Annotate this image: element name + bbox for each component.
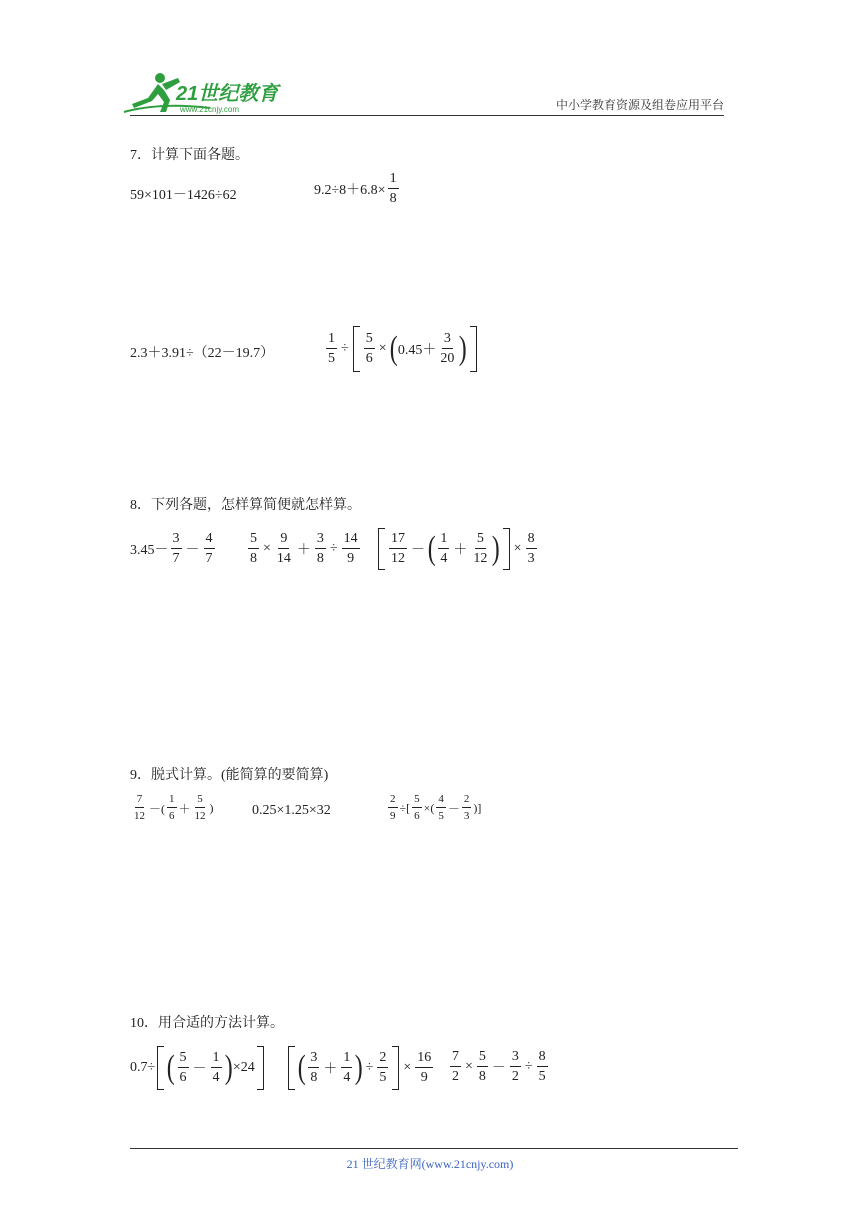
q9-expr-1: $\frac{7}{12}$ －( $\frac{1}{6}$ ＋ $\frac{5}{12}$ ) xyxy=(134,793,214,822)
fraction: $\frac{7}{12}$ xyxy=(134,793,145,822)
fraction: $\frac{4}{5}$ xyxy=(438,793,444,822)
fraction: $\frac{8}{3}$ xyxy=(527,531,535,566)
q10-expr-2: ( $\frac{3}{8}$ ＋ $\frac{1}{4}$ ) ÷ $\frac{2}{5}$ × $\frac{16}{9}$ xyxy=(286,1046,435,1090)
fraction: $\frac{5}{6}$ xyxy=(414,793,420,822)
q7-expr-3 xyxy=(130,342,274,362)
q9-expr-2: 0.25×1.25×32 xyxy=(252,803,331,818)
q7-expr-4: $\frac{1}{5}$ ÷ $\frac{5}{6}$ × ( 0.45＋ $\frac{3}{20}$ ) xyxy=(324,326,479,372)
fraction: $\frac{1}{4}$ xyxy=(343,1050,351,1085)
logo-text: 21世纪教育 xyxy=(176,83,279,105)
q7-expr-2 xyxy=(314,172,401,206)
fraction: $\frac{5}{6}$ xyxy=(179,1050,187,1085)
fraction: $\frac{3}{20}$ xyxy=(440,331,455,366)
q8-expr-1: 3.45－ $\frac{3}{7}$ － $\frac{4}{7}$ xyxy=(130,531,213,566)
fraction: $\frac{9}{14}$ xyxy=(276,531,291,566)
header-divider xyxy=(130,115,724,116)
fraction: $\frac{5}{8}$ xyxy=(250,531,257,566)
q8-expr-2: $\frac{5}{8}$ × $\frac{9}{14}$ ＋ $\frac{3}{8}$ ÷ $\frac{14}{9}$ xyxy=(250,531,358,566)
fraction: $\frac{2}{5}$ xyxy=(379,1050,387,1085)
q10-expr-3: $\frac{7}{2}$ × $\frac{5}{8}$ － $\frac{3}{2}$ ÷ $\frac{8}{5}$ xyxy=(452,1049,546,1084)
fraction: $\frac{1}{4}$ xyxy=(440,531,448,566)
fraction: $\frac{5}{6}$ xyxy=(365,331,373,366)
q9-title: 9．脱式计算。(能简算的要简算) xyxy=(130,768,329,783)
q9-expr-3: $\frac{2}{9}$ ÷[ $\frac{5}{6}$ ×( $\frac{4}{5}$ － $\frac{2}{3}$ )] xyxy=(390,793,482,822)
fraction: $\frac{3}{8}$ xyxy=(316,531,324,566)
header-platform-text: 中小学教育资源及组卷应用平台 xyxy=(555,98,724,112)
fraction: $\frac{3}{8}$ xyxy=(310,1050,318,1085)
fraction: $\frac{5}{12}$ xyxy=(473,531,488,566)
q10-title: 10．用合适的方法计算。 xyxy=(130,1016,284,1031)
logo-url: www.21cnjy.com xyxy=(180,105,239,114)
q7-title: 7．计算下面各题。 xyxy=(130,148,249,163)
fraction: $\frac{16}{9}$ xyxy=(417,1050,432,1085)
fraction: $\frac{1}{6}$ xyxy=(169,793,175,822)
fraction: $\frac{7}{2}$ xyxy=(452,1049,459,1084)
site-logo xyxy=(120,68,290,116)
fraction: $\frac{3}{7}$ xyxy=(172,531,180,566)
fraction: $\frac{17}{12}$ xyxy=(391,531,405,566)
q8-title: 8．下列各题，怎样算简便就怎样算。 xyxy=(130,498,361,513)
fraction: $\frac{1}{4}$ xyxy=(212,1050,220,1085)
fraction: $\frac{5}{8}$ xyxy=(478,1049,486,1084)
fraction: $\frac{3}{2}$ xyxy=(511,1049,519,1084)
expr-text: 2.3＋3.91÷（22－19.7） xyxy=(130,346,275,361)
fraction: $\frac{2}{3}$ xyxy=(463,793,470,822)
fraction: $\frac{5}{12}$ xyxy=(194,793,206,822)
expr-text: 9.2÷8＋6.8× xyxy=(314,183,386,198)
fraction: $\frac{8}{5}$ xyxy=(538,1049,546,1084)
q10-expr-1: 0.7÷ ( $\frac{5}{6}$ － $\frac{1}{4}$ ) ×24 xyxy=(130,1046,266,1090)
q7-expr-1 xyxy=(130,184,237,204)
fraction: $\frac{14}{9}$ xyxy=(343,531,358,566)
fraction: $\frac{2}{9}$ xyxy=(390,793,396,822)
q8-expr-3: $\frac{17}{12}$ － ( $\frac{1}{4}$ ＋ $\frac{5}{12}$ ) × $\frac{8}{3}$ xyxy=(376,528,539,570)
fraction: $\frac{4}{7}$ xyxy=(205,531,213,566)
footer-link[interactable]: 21 世纪教育网(www.21cnjy.com) xyxy=(346,1157,514,1171)
fraction: $\frac{1}{8}$ xyxy=(389,171,397,206)
expr-text: 59×101－1426÷62 xyxy=(130,188,237,203)
footer-divider xyxy=(130,1148,738,1149)
fraction: $\frac{1}{5}$ xyxy=(328,331,335,366)
